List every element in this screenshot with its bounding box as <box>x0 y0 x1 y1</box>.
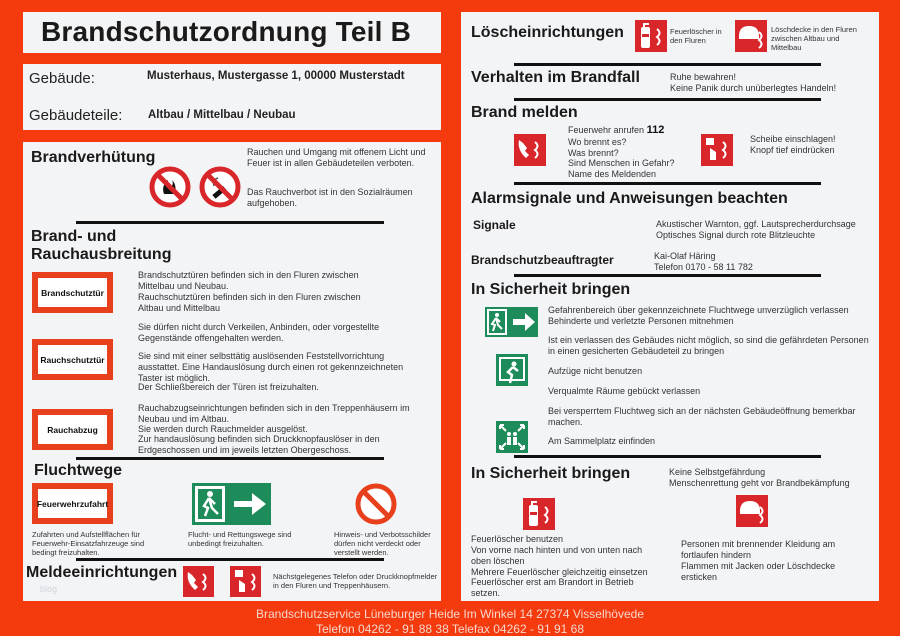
divider <box>76 558 384 561</box>
divider <box>514 455 821 458</box>
ausbreitung-heading-line1: Brand- und <box>31 228 117 245</box>
sicherheit-line-5: Verqualmte Räume gebückt verlassen <box>548 386 701 396</box>
ausbreitung-text-7: Sie werden durch Rauchmelder ausgelöst. <box>138 424 308 434</box>
fire-extinguisher-icon <box>523 498 555 530</box>
fire-phone-icon <box>514 134 546 166</box>
signale-label: Signale <box>473 218 516 232</box>
assembly-point-icon <box>496 421 528 453</box>
sicherheit-line-3: Ist ein verlassen des Gebäudes nicht möglich, so sind die gefährdeten Personen in einen gesicherten Gebäudeteil zu bringen <box>548 335 869 356</box>
no-smoking-icon <box>199 166 241 208</box>
sign-rauchabzug: Rauchabzug <box>32 409 113 450</box>
ausbreitung-text-4: Sie sind mit einer selbsttätig auslösenden Feststellvorrichtung ausstattet. Eine Handauslösung durch einen rot gekennzeichneten Taster ist möglich. <box>138 351 404 383</box>
fluchtwege-caption-2: Flucht- und Rettungswege sind unbedingt freizuhalten. <box>188 530 292 548</box>
divider <box>76 457 384 460</box>
fire-phone-icon <box>183 566 214 597</box>
fire-blanket-icon <box>736 495 768 527</box>
ausbreitung-heading-line2: Rauchausbreitung <box>31 246 172 263</box>
left-main-panel <box>23 142 441 601</box>
fluchtwege-caption-1: Zufahrten und Aufstellflächen für Feuerwehr-Einsatzfahrzeuge sind bedingt freizuhalten. <box>32 530 145 557</box>
ausbreitung-text-5: Der Schließbereich der Türen ist freizuhalten. <box>138 382 319 392</box>
ausbreitung-text-6: Rauchabzugseinrichtungen befinden sich in den Treppenhäusern im Neubau und im Altbau. <box>138 403 410 424</box>
alarm-heading: Alarmsignale und Anweisungen beachten <box>471 190 788 207</box>
question-1: Wo brennt es? <box>568 137 627 147</box>
sicherheit2-note-1: Keine Selbstgefährdung <box>669 467 766 477</box>
fluchtwege-caption-3: Hinweis- und Verbotsschilder dürfen nicht verdeckt oder verstellt werden. <box>334 530 431 557</box>
emergency-exit-icon <box>485 307 538 337</box>
sicherheit-line-6: Bei versperrtem Fluchtweg sich an der nächsten Gebäudeöffnung bemerkbar machen. <box>548 406 856 427</box>
right-line-1: Personen mit brennender Kleidung am fortlaufen hindern <box>681 539 836 560</box>
sicherheit-line-4: Aufzüge nicht benutzen <box>548 366 643 376</box>
button-line-1: Scheibe einschlagen! <box>750 134 836 144</box>
left-line-3: Mehrere Feuerlöscher gleichzeitig einsetzen <box>471 567 648 577</box>
sign-feuerwehrzufahrt: Feuerwehrzufahrt <box>32 483 113 524</box>
verhalten-heading: Verhalten im Brandfall <box>471 69 640 86</box>
signale-line-1: Akustischer Warnton, ggf. Lautsprecherdurchsage <box>656 219 856 229</box>
no-open-fire-icon <box>149 166 191 208</box>
button-line-2: Knopf tief eindrücken <box>750 145 835 155</box>
loesch-item-2: Löschdecke in den Fluren zwischen Altbau und Mittelbau <box>771 25 857 52</box>
left-line-4: Feuerlöscher erst am Brandort in Betrieb setzen. <box>471 577 634 598</box>
divider <box>514 98 821 101</box>
left-line-1: Feuerlöscher benutzen <box>471 534 564 544</box>
fire-extinguisher-icon <box>635 20 667 52</box>
verhalten-line-2: Keine Panik durch unüberlegtes Handeln! <box>670 83 837 93</box>
signale-line-2: Optisches Signal durch rote Blitzleuchte <box>656 230 816 240</box>
divider <box>514 182 821 185</box>
building-panel <box>23 64 441 130</box>
sicherheit-line-7: Am Sammelplatz einfinden <box>548 436 656 446</box>
sicherheit2-heading: In Sicherheit bringen <box>471 465 631 482</box>
building-parts-label: Gebäudeteile: <box>29 107 123 124</box>
divider <box>514 63 821 66</box>
brand-melden-heading: Brand melden <box>471 104 578 121</box>
sign-rauchschutztuer: Rauchschutztür <box>32 339 113 380</box>
ausbreitung-text-1: Brandschutztüren befinden sich in den Fluren zwischen Mittelbau und Neubau. <box>138 270 359 291</box>
right-line-2: Flammen mit Jacken oder Löschdecke ersticken <box>681 561 836 582</box>
sicherheit2-note-2: Menschenrettung geht vor Brandbekämpfung <box>669 478 850 488</box>
elevator-escape-icon <box>496 354 528 386</box>
beauftragter-label: Brandschutzbeauftragter <box>471 253 614 267</box>
building-value: Musterhaus, Mustergasse 1, 00000 Musterstadt <box>147 70 405 82</box>
building-label: Gebäude: <box>29 70 95 87</box>
brandverhuetung-text-2: Das Rauchverbot ist in den Sozialräumen aufgehoben. <box>247 187 413 208</box>
divider <box>514 274 821 277</box>
page-title: Brandschutzordnung Teil B <box>41 16 412 47</box>
loesch-item-1: Feuerlöscher in den Fluren <box>670 27 722 45</box>
building-parts-value: Altbau / Mittelbau / Neubau <box>148 109 296 121</box>
verhalten-line-1: Ruhe bewahren! <box>670 72 737 82</box>
question-2: Was brennt? <box>568 148 619 158</box>
right-main-panel <box>461 12 879 601</box>
left-line-2: Von vorne nach hinten und von unten nach oben löschen <box>471 545 643 566</box>
brandverhuetung-text-1: Rauchen und Umgang mit offenem Licht und Feuer ist in allen Gebäudeteilen verboten. <box>247 147 426 168</box>
sicherheit-heading: In Sicherheit bringen <box>471 281 631 298</box>
sicherheit-line-2: Behinderte und verletzte Personen mitnehmen <box>548 316 734 326</box>
ausbreitung-text-2: Rauchschutztüren befinden sich in den Fluren zwischen Altbau und Mittelbau <box>138 292 361 313</box>
question-3: Sind Menschen in Gefahr? <box>568 158 675 168</box>
title-panel <box>23 12 441 53</box>
beauftragter-phone: Telefon 0170 - 58 11 782 <box>654 262 753 272</box>
fire-alarm-button-icon <box>230 566 261 597</box>
call-prefix: Feuerwehr anrufen <box>568 125 645 135</box>
emergency-exit-icon <box>192 483 271 525</box>
beauftragter-name: Kai-Olaf Häring <box>654 251 716 261</box>
divider <box>76 221 384 224</box>
sicherheit-line-1: Gefahrenbereich über gekennzeichnete Fluchtwege unverzüglich verlassen <box>548 305 849 315</box>
prohibition-icon <box>354 482 398 526</box>
sign-brandschutztuer: Brandschutztür <box>32 272 113 313</box>
meldeeinrichtungen-text: Nächstgelegenes Telefon oder Druckknopfmelder in den Fluren und Treppenhäusern. <box>273 572 438 590</box>
footer-address: Brandschutzservice Lüneburger Heide Im Winkel 14 27374 Visselhövede <box>255 607 644 621</box>
meldeeinrichtungen-heading: Meldeeinrichtungen <box>26 564 178 581</box>
footer-phone: Telefon 04262 - 91 88 38 Telefax 04262 - 91 91 68 <box>316 622 584 636</box>
brandverhuetung-heading: Brandverhütung <box>31 149 156 166</box>
fluchtwege-heading: Fluchtwege <box>34 462 123 479</box>
fire-blanket-icon <box>735 20 767 52</box>
watermark: blog <box>40 584 58 594</box>
ausbreitung-text-3: Sie dürfen nicht durch Verkeilen, Anbinden, oder vorgestellte Gegenstände offengehalten werden. <box>138 322 380 343</box>
question-4: Name des Meldenden <box>568 169 657 179</box>
ausbreitung-text-8: Zur handauslösung befinden sich Druckknopfauslöser in den Erdgeschossen und im jeweils letzten Obergeschoss. <box>138 434 380 455</box>
call-line <box>568 125 664 136</box>
loescheinrichtungen-heading: Löscheinrichtungen <box>471 24 624 41</box>
emergency-number: 112 <box>646 124 665 136</box>
fire-alarm-button-icon <box>701 134 733 166</box>
